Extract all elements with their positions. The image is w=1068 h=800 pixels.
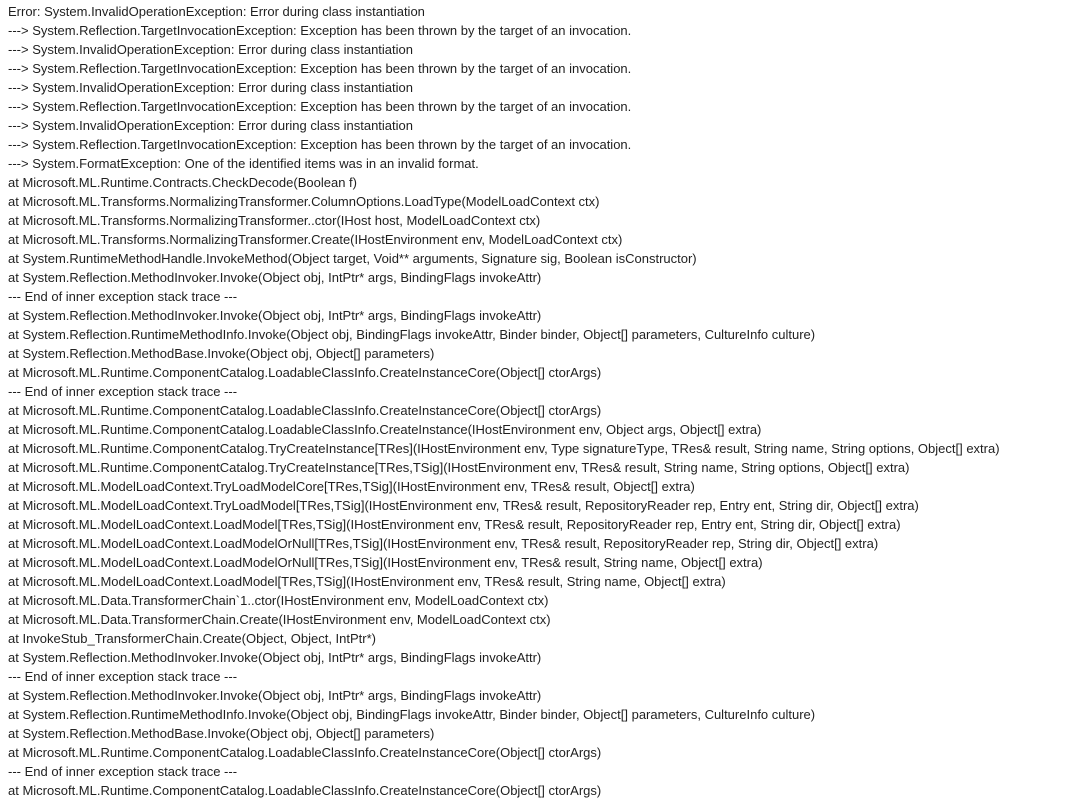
error-log-line: at Microsoft.ML.Data.TransformerChain.Create(IHostEnvironment env, ModelLoadContext ctx) <box>8 612 551 627</box>
error-log-line: at Microsoft.ML.Runtime.ComponentCatalog.LoadableClassInfo.CreateInstanceCore(Object[] ctorArgs) <box>8 365 602 380</box>
error-log-line: at Microsoft.ML.ModelLoadContext.LoadModelOrNull[TRes,TSig](IHostEnvironment env, TRes& result, RepositoryReader rep, String dir, Object[] extra) <box>8 536 879 551</box>
error-log-line: at Microsoft.ML.ModelLoadContext.LoadModelOrNull[TRes,TSig](IHostEnvironment env, TRes& result, String name, Object[] extra) <box>8 555 763 570</box>
error-log-line: at Microsoft.ML.Transforms.NormalizingTransformer..ctor(IHost host, ModelLoadContext ctx) <box>8 213 541 228</box>
error-log-line: at System.Reflection.MethodInvoker.Invoke(Object obj, IntPtr* args, BindingFlags invokeAttr) <box>8 688 542 703</box>
error-log-line: at Microsoft.ML.Runtime.ComponentCatalog.LoadableClassInfo.CreateInstanceCore(Object[] ctorArgs) <box>8 745 602 760</box>
error-log-line: ---> System.Reflection.TargetInvocationException: Exception has been thrown by the target of an invocation. <box>8 137 632 152</box>
error-log-line: at System.Reflection.MethodInvoker.Invoke(Object obj, IntPtr* args, BindingFlags invokeAttr) <box>8 650 542 665</box>
error-log-line: --- End of inner exception stack trace --- <box>8 289 238 304</box>
error-log-line: at Microsoft.ML.ModelLoadContext.LoadModel[TRes,TSig](IHostEnvironment env, TRes& result, String name, Object[] extra) <box>8 574 726 589</box>
error-log-line: at Microsoft.ML.Transforms.NormalizingTransformer.ColumnOptions.LoadType(ModelLoadContext ctx) <box>8 194 600 209</box>
error-log-line: --- End of inner exception stack trace --- <box>8 384 238 399</box>
error-log-line: --- End of inner exception stack trace --- <box>8 669 238 684</box>
error-log-line: at Microsoft.ML.Runtime.ComponentCatalog.TryCreateInstance[TRes,TSig](IHostEnvironment env, TRes& result, String name, String options, Object[] extra) <box>8 460 910 475</box>
error-log-line: at Microsoft.ML.ModelLoadContext.LoadModel[TRes,TSig](IHostEnvironment env, TRes& result, RepositoryReader rep, Entry ent, String dir, Object[] extra) <box>8 517 901 532</box>
error-log-line: at Microsoft.ML.Runtime.ComponentCatalog.LoadableClassInfo.CreateInstanceCore(Object[] ctorArgs) <box>8 403 602 418</box>
error-log-line: at Microsoft.ML.Runtime.ComponentCatalog.LoadableClassInfo.CreateInstance(IHostEnvironment env, Object args, Object[] extra) <box>8 422 762 437</box>
error-log-line: --- End of inner exception stack trace --- <box>8 764 238 779</box>
error-log-line: at Microsoft.ML.ModelLoadContext.TryLoadModelCore[TRes,TSig](IHostEnvironment env, TRes& result, Object[] extra) <box>8 479 695 494</box>
error-log-line: at Microsoft.ML.Transforms.NormalizingTransformer.Create(IHostEnvironment env, ModelLoadContext ctx) <box>8 232 623 247</box>
error-log-line: at System.Reflection.RuntimeMethodInfo.Invoke(Object obj, BindingFlags invokeAttr, Binder binder, Object[] parameters, CultureInfo culture) <box>8 707 816 722</box>
error-log-line: ---> System.InvalidOperationException: Error during class instantiation <box>8 42 413 57</box>
error-log-line: at InvokeStub_TransformerChain.Create(Object, Object, IntPtr*) <box>8 631 377 646</box>
error-log-line: ---> System.Reflection.TargetInvocationException: Exception has been thrown by the target of an invocation. <box>8 23 632 38</box>
error-log-line: at Microsoft.ML.Runtime.ComponentCatalog.TryCreateInstance[TRes](IHostEnvironment env, Type signatureType, TRes& result, String name, String options, Object[] extra) <box>8 441 1000 456</box>
error-log-line: ---> System.InvalidOperationException: Error during class instantiation <box>8 80 413 95</box>
error-log-line: ---> System.FormatException: One of the identified items was in an invalid format. <box>8 156 479 171</box>
error-log-line: at System.RuntimeMethodHandle.InvokeMethod(Object target, Void** arguments, Signature sig, Boolean isConstructor) <box>8 251 697 266</box>
error-log-line: at System.Reflection.MethodInvoker.Invoke(Object obj, IntPtr* args, BindingFlags invokeAttr) <box>8 270 542 285</box>
error-log-line: at Microsoft.ML.Data.TransformerChain`1..ctor(IHostEnvironment env, ModelLoadContext ctx) <box>8 593 549 608</box>
error-log-line: at System.Reflection.MethodBase.Invoke(Object obj, Object[] parameters) <box>8 346 435 361</box>
error-log-line: Error: System.InvalidOperationException: Error during class instantiation <box>8 4 425 19</box>
error-log-line: at System.Reflection.MethodBase.Invoke(Object obj, Object[] parameters) <box>8 726 435 741</box>
error-log-line: ---> System.Reflection.TargetInvocationException: Exception has been thrown by the target of an invocation. <box>8 61 632 76</box>
error-log-line: at Microsoft.ML.Runtime.Contracts.CheckDecode(Boolean f) <box>8 175 357 190</box>
error-log-line: at System.Reflection.RuntimeMethodInfo.Invoke(Object obj, BindingFlags invokeAttr, Binder binder, Object[] parameters, CultureInfo culture) <box>8 327 816 342</box>
error-log-line: at System.Reflection.MethodInvoker.Invoke(Object obj, IntPtr* args, BindingFlags invokeAttr) <box>8 308 542 323</box>
error-log-line: at Microsoft.ML.ModelLoadContext.TryLoadModel[TRes,TSig](IHostEnvironment env, TRes& result, RepositoryReader rep, Entry ent, String dir, Object[] extra) <box>8 498 919 513</box>
error-log-line: ---> System.InvalidOperationException: Error during class instantiation <box>8 118 413 133</box>
error-log-line: at Microsoft.ML.Runtime.ComponentCatalog.LoadableClassInfo.CreateInstanceCore(Object[] ctorArgs) <box>8 783 602 798</box>
error-log-line: ---> System.Reflection.TargetInvocationException: Exception has been thrown by the target of an invocation. <box>8 99 632 114</box>
